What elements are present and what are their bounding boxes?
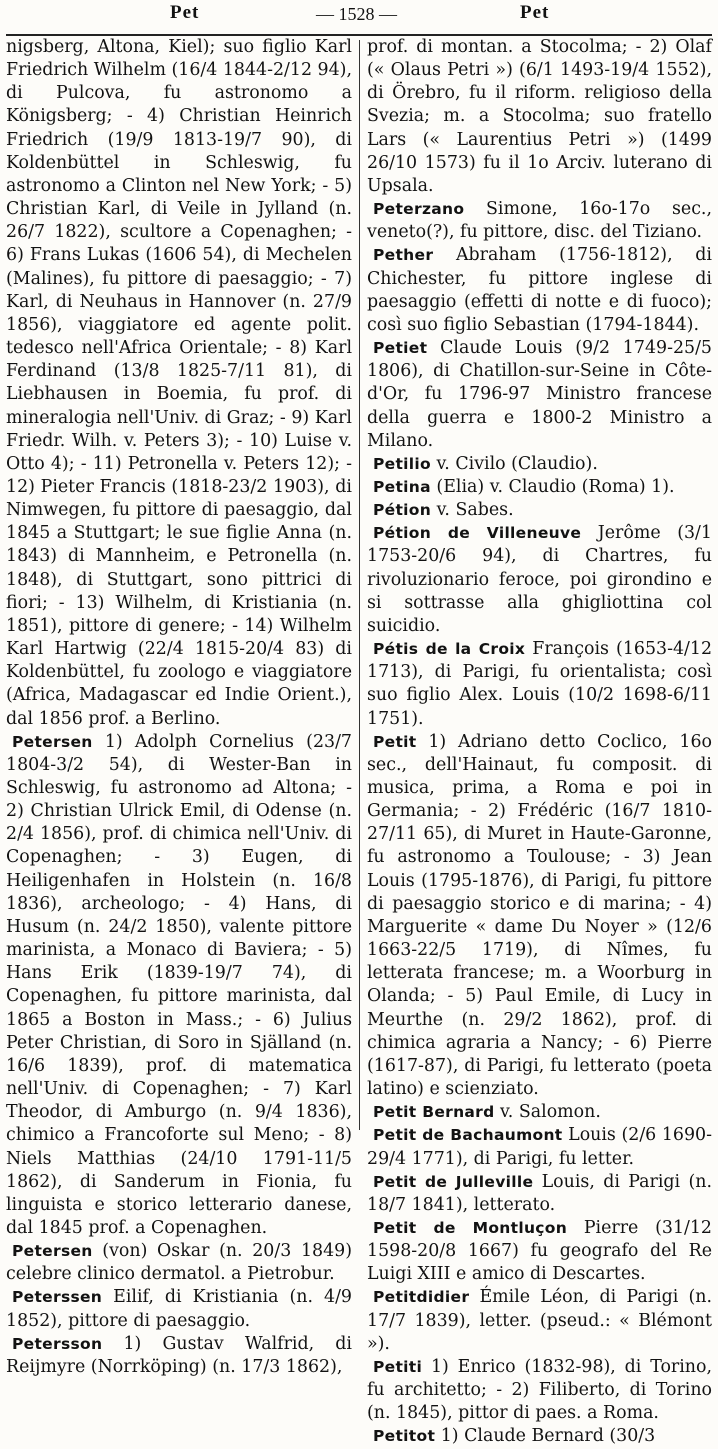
dictionary-entry [6,731,352,1240]
entry-text: Abraham (1756-1812), di Chichester, fu pittore inglese di paesaggio (effetti di notte e di fuoco); così suo figlio Sebastian (1794-1844). [367,245,712,335]
entry-text: Louis, di Parigi (n. 18/7 1841), letterato. [367,1171,712,1215]
entry-text: Louis (2/6 1690-29/4 1771), di Parigi, fu letter. [367,1125,712,1169]
entry-text: 1) Claude Bernard (30/3 [435,1426,656,1447]
column-divider [359,40,360,1130]
entry-continuation [6,36,352,731]
entry-text: (Elia) v. Claudio (Roma) 1). [430,476,675,497]
entry-text: v. Sabes. [431,500,514,521]
dictionary-entry [6,1333,352,1379]
dictionary-entry [367,1171,712,1217]
dictionary-entry [367,731,712,1102]
entry-text: nigsberg, Altona, Kiel); suo figlio Karl Friedrich Wilhelm (16/4 1844-2/12 94), di Pulcova, fu astronomo a Königsberg; - 4) Christian Heinrich Friedrich (19/9 1813-19/7 90), di Koldenbüttel in Schleswig, fu astronomo a Clinton nel New York; - 5) Christian Karl, di Veile in Jylland (n. 26/7 1822), scultore a Copenaghen; - 6) Frans Lukas (1606 54), di Mechelen (Malines), fu pittore di paesaggio; - 7) Karl, di Neuhaus in Hannover (n. 27/9 1856), viaggiatore ed agente polit. tedesco nell'Africa Orientale; - 8) Karl Ferdinand (13/8 1825-7/11 81), di Liebhausen in Boemia, fu prof. di mineralogia nell'Univ. di Graz; - 9) Karl Friedr. Wilh. v. Peters 3); - 10) Luise v. Otto 4); - 11) Petronella v. Peters 12); - 12) Pieter Francis (1818-23/2 1903), di Nimwegen, fu pittore di paesaggio, dal 1845 a Stuttgart; le sue figlie Anna (n. 1843) di Mannheim, e Petronella (n. 1848), di Stuttgart, sono pittrici di fiori; - 13) Wilhelm, di Kristiania (n. 1851), pittore di genere; - 14) Wilhelm Karl Hartwig (22/4 1815-20/4 83) di Koldenbüttel, fu zoologo e viaggiatore (Africa, Madagascar ed Indie Orient.), dal 1856 prof. a Berlino. [6,37,352,729]
entry-headword: Pétion de Villeneuve [373,524,582,543]
entry-text: v. Salomon. [494,1102,601,1123]
entry-text: Émile Léon, di Parigi (n. 17/7 1839), letter. (pseud.: « Blémont »). [367,1287,712,1354]
entry-headword: Petit de Montluçon [373,1218,568,1237]
page-header [0,0,718,38]
entry-text: 1) Adolph Cornelius (23/7 1804-3/2 54), di Wester-Ban in Schleswig, fu astronomo ad Altona; - 2) Christian Ulrick Emil, di Odense (n. 2/4 1856), prof. di chimica nell'Univ. di Copenaghen; - 3) Eugen, di Heiligenhafen in Holstein (n. 16/8 1836), archeologo; - 4) Hans, di Husum (n. 24/2 1850), valente pittore marinista, a Monaco di Baviera; - 5) Hans Erik (1839-19/7 74), di Copenaghen, fu pittore marinista, dal 1865 a Boston in Mass.; - 6) Julius Peter Christian, di Soro in Själland (n. 16/6 1839), prof. di matematica nell'Univ. di Copenaghen; - 7) Karl Theodor, di Amburgo (n. 9/4 1836), chimico a Francoforte sul Meno; - 8) Niels Matthias (24/10 1791-11/5 1862), di Sanderum in Fionia, fu linguista e storico letterario danese, dal 1845 prof. a Copenaghen. [6,731,352,1238]
dictionary-entry [367,1286,712,1355]
entry-text: (von) Oskar (n. 20/3 1849) celebre clinico dermatol. a Pietrobur. [6,1241,352,1285]
entry-headword: Pétis de la Croix [373,640,526,659]
entry-text: François (1653-4/12 1713), di Parigi, fu orientalista; così suo figlio Alex. Louis (10/2 1698-6/11 1751). [367,639,713,729]
entry-headword: Petiti [373,1357,423,1376]
dictionary-entry [367,337,712,453]
dictionary-entry [6,1286,352,1332]
page-number: — 1528 — [316,4,397,24]
entry-text: Claude Louis (9/2 1749-25/5 1806), di Chatillon-sur-Seine in Côte-d'Or, fu 1796-97 Ministro francese della guerra e 1800-2 Ministro a Milano. [367,338,712,451]
entry-headword: Petiet [373,339,428,358]
entry-text: v. Civilo (Claudio). [430,453,598,474]
dictionary-entry [367,1124,712,1170]
entry-headword: Pétion [373,501,432,520]
dictionary-entry [367,476,712,499]
left-column [6,36,352,1377]
entry-continuation [367,36,712,198]
entry-headword: Petersen [12,732,93,751]
header-left-keyword: Pet [170,2,200,23]
dictionary-entry [367,522,712,638]
entry-text: Jerôme (3/1 1753-20/6 94), di Chartres, fu rivoluzionario feroce, poi girondino e si sottrasse alla ghigliottina col suicidio. [367,523,712,636]
dictionary-entry [367,198,712,244]
entry-text: prof. di montan. a Stocolma; - 2) Olaf (« Olaus Petri ») (6/1 1493-19/4 1552), di Örebro, fu il riform. religioso della Svezia; m. a Stocolma; suo fratello Lars (« Laurentius Petri ») (1499 26/10 1573) fu il 1o Arciv. luterano di Upsala. [367,37,712,196]
entry-text: 1) Gustav Walfrid, di Reijmyre (Norrköping) (n. 17/3 1862), [6,1333,352,1377]
dictionary-entry [367,1217,712,1286]
dictionary-entry [367,638,712,731]
dictionary-entry [367,1425,712,1448]
entry-headword: Petit Bernard [373,1103,495,1122]
entry-headword: Petina [373,477,431,496]
entry-headword: Pether [373,246,434,265]
entry-text: 1) Adriano detto Coclico, 16o sec., dell'Hainaut, fu composit. di musica, prima, a Roma e poi in Germania; - 2) Frédéric (16/7 1810-27/11 65), di Muret in Haute-Garonne, fu astronomo a Toulouse; - 3) Jean Louis (1795-1876), di Parigi, fu pittore di paesaggio storico e di marina; - 4) Marguerite « dame Du Noyer » (12/6 1663-22/5 1719), di Nîmes, fu letterata francese; m. a Woorburg in Olanda; - 5) Paul Emile, di Lucy in Meurthe (n. 29/2 1862), prof. di chimica agraria a Nancy; - 6) Pierre (1617-87), di Parigi, fu letterato (poeta latino) e scienziato. [367,731,712,1100]
entry-text: 1) Enrico (1832-98), di Torino, fu architetto; - 2) Filiberto, di Torino (n. 1845), pittor di paes. a Roma. [367,1356,712,1424]
entry-headword: Petitot [373,1427,436,1446]
dictionary-entry [367,1101,712,1124]
entry-headword: Peterzano [373,200,465,219]
entry-headword: Petersen [12,1242,93,1261]
dictionary-entry [367,453,712,476]
dictionary-entry [367,244,712,337]
dictionary-entry [6,1240,352,1286]
entry-headword: Petitdidier [373,1288,470,1307]
header-right-keyword: Pet [520,2,550,23]
dictionary-entry [367,499,712,522]
right-column [367,36,713,1447]
entry-headword: Peterssen [12,1288,103,1307]
entry-text: Pierre (31/12 1598-20/8 1667) fu geografo del Re Luigi XIII e amico di Descartes. [367,1217,713,1285]
entry-text: Simone, 16o-17o sec., veneto(?), fu pittore, disc. del Tiziano. [367,199,712,243]
dictionary-entry [367,1356,712,1425]
entry-headword: Petersson [12,1334,103,1353]
entry-headword: Petilio [373,454,431,473]
entry-headword: Petit de Bachaumont [373,1126,563,1145]
entry-headword: Petit [373,732,417,751]
entry-headword: Petit de Julleville [373,1172,534,1191]
entry-text: Eilif, di Kristiania (n. 4/9 1852), pittore di paesaggio. [6,1287,352,1331]
